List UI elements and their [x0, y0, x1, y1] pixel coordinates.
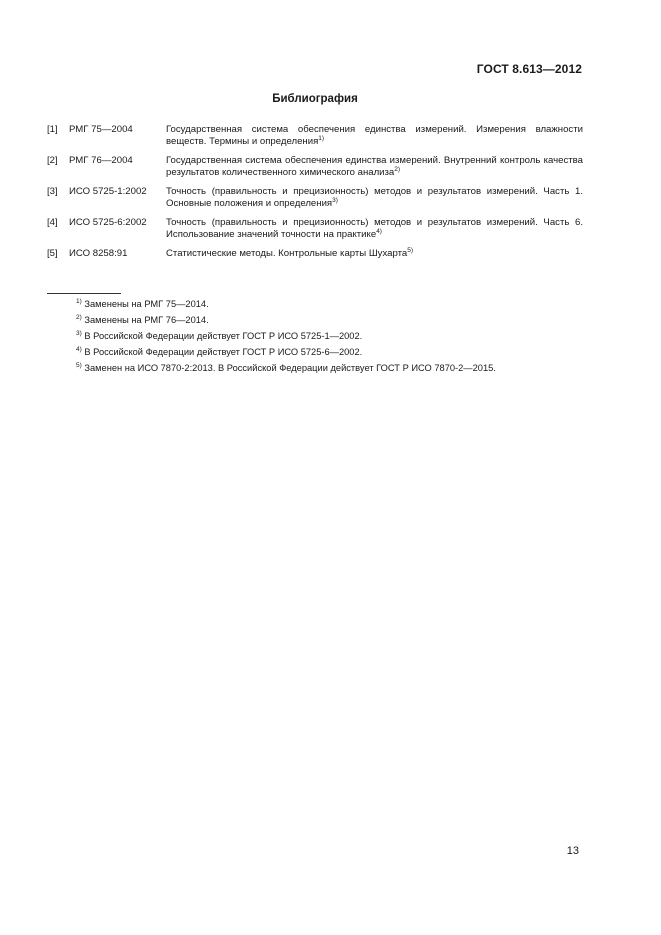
footnote-marker: 3) [332, 197, 338, 204]
footnote-mark: 5) [76, 362, 82, 369]
document-code: ГОСТ 8.613—2012 [476, 62, 582, 76]
entry-reference: ИСО 5725-6:2002 [69, 217, 147, 228]
footnote [76, 362, 576, 374]
footnote-text: Заменены на РМГ 75—2014. [84, 299, 209, 309]
footnote [76, 314, 576, 326]
footnote-text: Заменен на ИСО 7870-2:2013. В Российской Федерации действует ГОСТ Р ИСО 7870-2—2015. [84, 363, 496, 373]
section-title: Библиография [272, 93, 358, 105]
bibliography-entry [47, 217, 583, 241]
entry-number: [4] [47, 217, 58, 228]
entry-number: [2] [47, 155, 58, 166]
bibliography-entry [47, 186, 583, 210]
entry-description: Точность (правильность и прецизионность) методов и результатов измерений. Часть 1. Основные положения и определения$^{3)}$ [166, 186, 583, 209]
bibliography-entry [47, 248, 583, 260]
bibliography-entry [47, 124, 583, 148]
entry-description: Государственная система обеспечения единства измерений. Внутренний контроль качества результатов количественного химического анализа$^{2)}$ [166, 155, 583, 178]
footnote-text: В Российской Федерации действует ГОСТ Р ИСО 5725-1—2002. [84, 331, 363, 341]
entry-description: Точность (правильность и прецизионность) методов и результатов измерений. Часть 6. Использование значений точности на практике$^{4)}$ [166, 217, 583, 240]
footnote-mark: 3) [76, 330, 82, 337]
entry-number: [5] [47, 248, 58, 259]
footnote [76, 298, 576, 310]
bibliography-list [47, 124, 583, 267]
page-number: 13 [566, 845, 579, 857]
entry-reference: РМГ 76—2004 [69, 155, 133, 166]
entry-number: [1] [47, 124, 58, 135]
footnote-mark: 4) [76, 346, 82, 353]
entry-description: Государственная система обеспечения единства измерений. Измерения влажности веществ. Термины и определения$^{1)}$ [166, 124, 583, 147]
footnote [76, 330, 576, 342]
footnote-marker: 5) [407, 247, 414, 254]
entry-description: Статистические методы. Контрольные карты Шухарта$^{5)}$ [166, 247, 414, 259]
footnote-marker: 2) [394, 166, 401, 173]
footnote-mark: 2) [76, 314, 82, 321]
footnote-text: В Российской Федерации действует ГОСТ Р ИСО 5725-6—2002. [84, 347, 363, 357]
footnotes-list [76, 298, 576, 378]
footnote-marker: 4) [376, 228, 382, 235]
bibliography-entry [47, 155, 583, 179]
footnote-marker: 1) [318, 135, 325, 142]
entry-reference: РМГ 75—2004 [69, 124, 133, 135]
footnote-mark: 1) [76, 298, 82, 305]
entry-reference: ИСО 5725-1:2002 [69, 186, 147, 197]
entry-reference: ИСО 8258:91 [69, 248, 128, 259]
footnote-text: Заменены на РМГ 76—2014. [84, 315, 209, 325]
footnote-separator [47, 293, 121, 294]
footnote [76, 346, 576, 358]
entry-number: [3] [47, 186, 58, 197]
